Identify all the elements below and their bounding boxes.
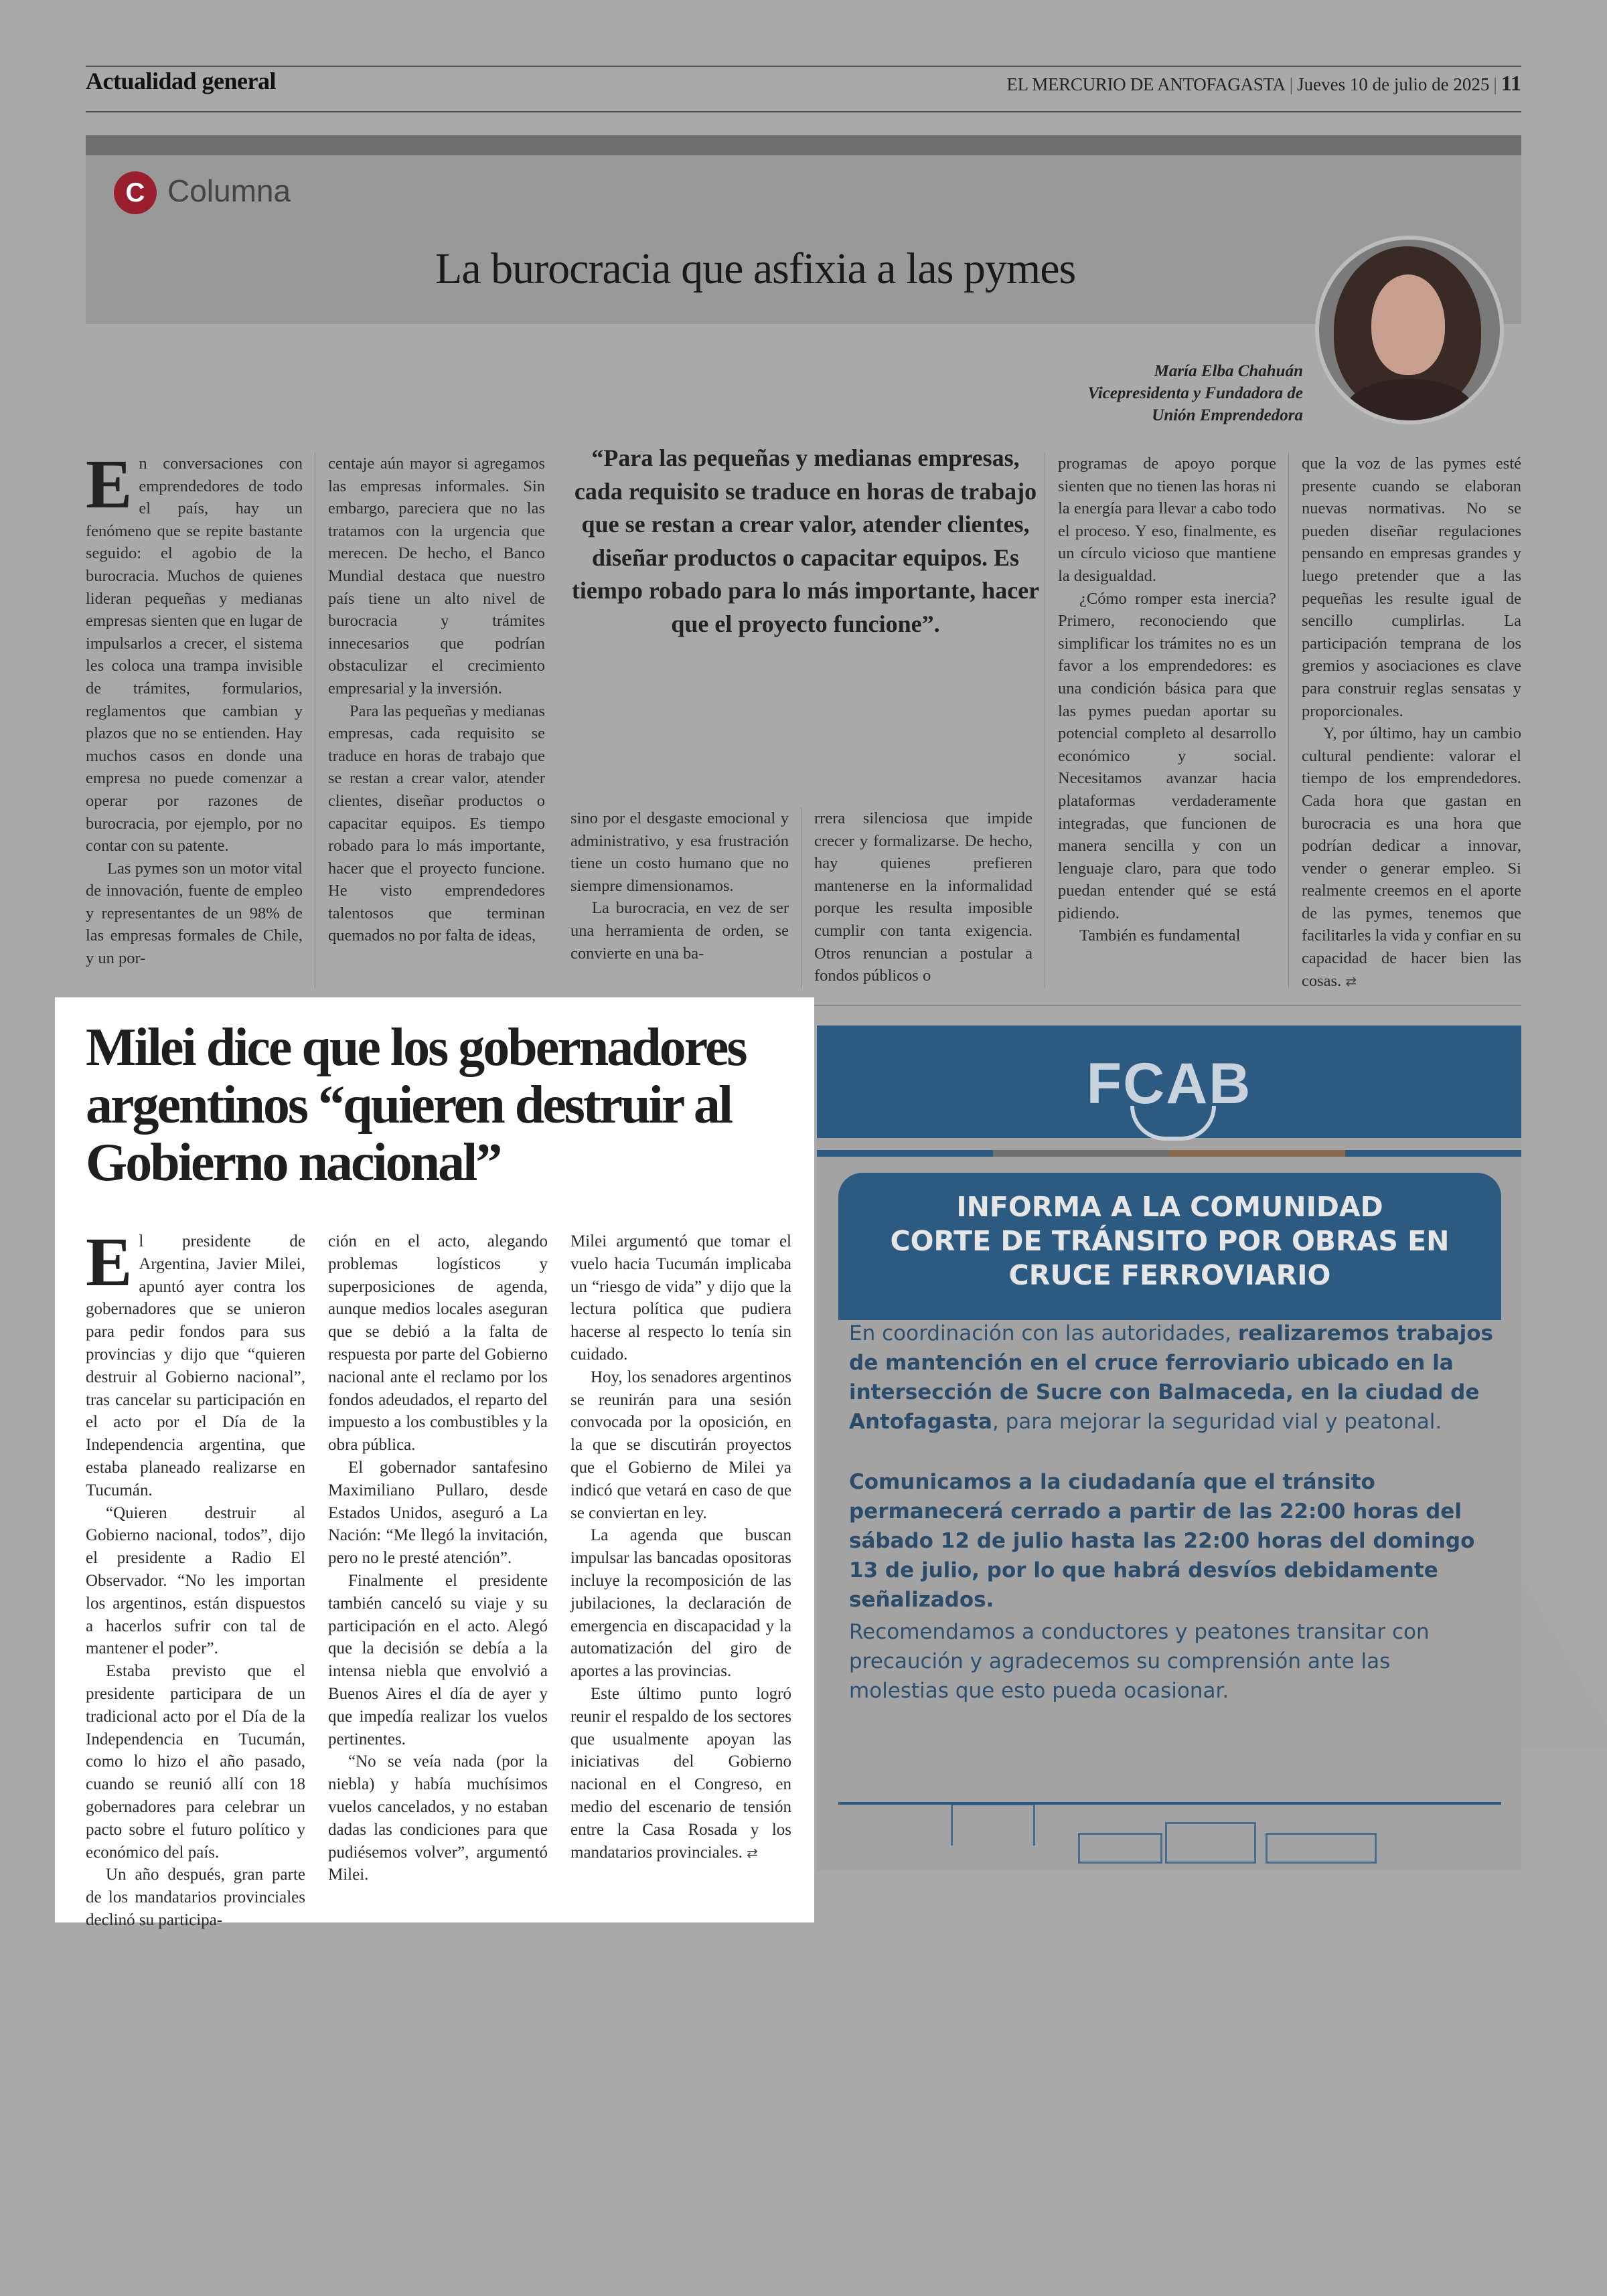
paragraph: Y, por último, hay un cambio cultural pendiente: valorar el tiempo de los emprendedores. Cada hora que gastan en burocracia es una hora que podrían dedicar a innovar, vender o generar empleo. Si realmente creemos en el aporte de las pymes, tenemos que facilitarles la vida y confiar en su capacidad de hacer bien las cosas. (1302, 724, 1521, 990)
author-photo-face (1371, 274, 1445, 375)
banner-top-bar (86, 135, 1521, 155)
paragraph: Estaba previsto que el presidente participara de un tradicional acto por el Día de la Independencia en Tucumán, como lo hizo el año pasado, cuando se reunió allí con 18 gobernadores para celebrar un pacto sobre el futuro político y económico del país. (86, 1662, 305, 1862)
ad-color-stripe (817, 1150, 1521, 1157)
paragraph: Milei argumentó que tomar el vuelo hacia Tucumán implicaba un “riesgo de vida” y dijo que la lectura política que pudiera hacerse al respecto lo tenía sin cuidado. (570, 1232, 791, 1364)
paragraph: La burocracia, en vez de ser una herramienta de orden, se convierte en una ba- (570, 899, 789, 963)
train-car-icon (1078, 1833, 1162, 1864)
paragraph: programas de apoyo porque sienten que no tienen las horas ni la energía para llevar a cabo todo el proceso. Y eso, finalmente, es un círculo vicioso que mantiene la desigualdad. (1058, 455, 1276, 585)
paragraph: ción en el acto, alegando problemas logísticos y superposiciones de agenda, aunque medios locales aseguran que se debió a la falta de respuesta por parte del Gobierno nacional ante el reclamo por los fondos adeudados, el reparto del impuesto a los combustibles y la obra pública. (328, 1232, 548, 1455)
train-car-icon (1266, 1833, 1377, 1864)
paragraph: sino por el desgaste emocional y administrativo, y esa frustración tiene un costo humano que no siempre dimensionamos. (570, 809, 789, 895)
paragraph: La agenda que buscan impulsar las bancadas opositoras incluye la recomposición de las jubilaciones, la declaración de emergencia en discapacidad y la automatización del giro de aportes a las provincias. (570, 1526, 791, 1681)
paragraph: ¿Cómo romper esta inercia? Primero, reconociendo que simplificar los trámites no es un favor a los emprendedores: es una condición básica para que las pymes puedan aportar su potencial completo al desarrollo económico y social. Necesitamos avanzar hacia plataformas verdaderamente integradas, que funcionen de manera sencilla y con un lenguaje claro, para que todo puedan entender qué se está pidiendo. (1058, 589, 1276, 922)
ad-headline (838, 1190, 1501, 1293)
page-number: 11 (1501, 71, 1521, 95)
paragraph: Este último punto logró reunir el respaldo de los sectores que usualmente apoyan las iniciativas del Gobierno nacional en el Congreso, en medio del escenario de tensión entre la Casa Rosada y los mandatarios provinciales. (570, 1684, 791, 1862)
column-text-col-3 (570, 807, 789, 965)
ad-headline-line-3: CRUCE FERROVIARIO (1008, 1259, 1331, 1291)
ad-baseline (838, 1802, 1501, 1805)
column-text-col-1 (86, 446, 303, 970)
ad-paragraph-3: Recomendamos a conductores y peatones transitar con precaución y agradecemos su comprensión ante las molestias que esto pueda ocasionar. (849, 1620, 1430, 1703)
column-label: Columna (167, 173, 291, 208)
paragraph: Un año después, gran parte de los mandatarios provinciales declinó su participa- (86, 1866, 305, 1929)
paragraph: Las pymes son un motor vital de innovación, fuente de empleo y representantes de un 98% de las empresas formales de Chile, y un por- (86, 859, 303, 968)
ad-text: , para mejorar la seguridad vial y peatonal. (992, 1410, 1442, 1434)
masthead-separator: | (1493, 74, 1497, 94)
paragraph: centaje aún mayor si agregamos las empresas informales. Sin embargo, pareciera que no las tratamos con la urgencia que merecen. De hecho, el Banco Mundial destaca que nuestro país tiene un alto nivel de burocracia y trámites innecesarios que podrían obstaculizar el crecimiento empresarial y la inversión. (328, 455, 545, 698)
paragraph: n conversaciones con emprendedores de todo el país, hay un fenómeno que se repite bastante seguido: el agobio de la burocracia. Muchos de quienes lideran pequeñas y medianas empresas sienten que en lugar de impulsarlos a crecer, el sistema les coloca una trampa invisible de trámites, formularios, reglamentos que cambian y plazos que no se entienden. Hay muchos casos en donde una empresa no puede comenzar a operar por razones de burocracia, por ejemplo, por no contar con su patente. (86, 455, 303, 855)
ad-text-bold: realizaremos trabajos de mantención en el cruce ferroviario ubicado en la intersección de Sucre con Balmaceda, en la ciudad de Antofagasta (849, 1321, 1493, 1434)
column-title: La burocracia que asfixia a las pymes (435, 244, 1076, 293)
fcab-logo: FCAB (1086, 1052, 1252, 1116)
station-roof-icon (951, 1803, 1035, 1846)
ad-paragraph-2 (849, 1467, 1493, 1615)
issue-date: Jueves 10 de julio de 2025 (1297, 74, 1490, 94)
paragraph: l presidente de Argentina, Javier Milei, apuntó ayer contra los gobernadores que se unieron para pedir fondos para sus provincias y dijo que “quieren destruir al Gobierno nacional”, tras cancelar su participación en el acto por el Día de la Independencia argentina, que estaba planeado realizarse en Tucumán. (86, 1232, 305, 1499)
paragraph: “No se veía nada (por la niebla) y había muchísimos vuelos cancelados, y no estaban dadas las condiciones para que pudiésemos volver”, argumentó Milei. (328, 1752, 548, 1884)
column-text-col-4 (814, 807, 1032, 987)
column-text-col-5 (1058, 453, 1276, 947)
author-role-line-2: Unión Emprendedora (1152, 406, 1303, 424)
paragraph: Finalmente el presidente también canceló su viaje y su participación en el acto. Alegó que la decisión se debía a la intensa niebla que envolvió a Buenos Aires el día de ayer y que impedía realizar los vuelos pertinentes. (328, 1571, 548, 1748)
paragraph: “Quieren destruir al Gobierno nacional, todos”, dijo el presidente a Radio El Observador. “No les importan los argentinos, están dispuestos a hacerlos sufrir con tal de mantener el poder”. (86, 1503, 305, 1658)
ad-headline-box (838, 1173, 1501, 1320)
milei-headline: Milei dice que los gobernadores argentinos “quieren destruir al Gobierno nacional” (86, 1018, 746, 1192)
drop-cap: E (86, 446, 133, 523)
end-mark-icon: ⇄ (747, 1844, 758, 1861)
paragraph: Hoy, los senadores argentinos se reunirán para una sesión convocada por la oposición, en la que se discutirán proyectos que el Gobierno de Milei ya indicó que vetará en caso de que se conviertan en ley. (570, 1368, 791, 1522)
column-banner (86, 155, 1521, 324)
author-byline (1087, 360, 1303, 426)
drop-cap: E (86, 1224, 133, 1301)
fcab-advertisement (817, 1026, 1521, 1870)
end-mark-icon: ⇄ (1345, 973, 1357, 989)
column-text-col-2 (328, 453, 545, 947)
milei-col-3 (570, 1230, 791, 1864)
column-rule (1288, 453, 1289, 988)
milei-col-2 (328, 1230, 548, 1886)
ad-headline-line-2: CORTE DE TRÁNSITO POR OBRAS EN (890, 1225, 1450, 1257)
ad-text-bold: Comunicamos a la ciudadanía que el tránsito permanecerá cerrado a partir de las 22:00 horas del sábado 12 de julio hasta las 22:00 horas del domingo 13 de julio, por lo que habrá desvíos debidamente señalizados. (849, 1470, 1475, 1612)
paragraph: También es fundamental (1079, 926, 1241, 945)
paper-name: EL MERCURIO DE ANTOFAGASTA (1006, 74, 1286, 94)
ad-paragraph-1 (849, 1319, 1493, 1437)
milei-col-1 (86, 1224, 305, 1932)
paragraph: Para las pequeñas y medianas empresas, cada requisito se traduce en horas de trabajo que se restan a crear valor, atender clientes, diseñar productos o capacitar equipos. Es tiempo robado para lo más importante, hacer que el proyecto funcione. He visto emprendedores talentosos que terminan quemados no por falta de ideas, (328, 702, 545, 945)
author-role-line-1: Vicepresidenta y Fundadora de (1087, 384, 1303, 402)
masthead-separator: | (1289, 74, 1294, 94)
paragraph: rrera silenciosa que impide crecer y formalizarse. De hecho, hay quienes prefieren mantenerse en la informalidad porque les resulta imposible cumplir con tanta exigencia. Otros renuncian a postular a fondos públicos o (814, 809, 1032, 985)
author-name: María Elba Chahuán (1154, 362, 1303, 380)
author-photo (1315, 236, 1504, 424)
ad-text: En coordinación con las autoridades, (849, 1321, 1238, 1345)
pull-quote: “Para las pequeñas y medianas empresas, cada requisito se traduce en horas de trabajo que se restan a crear valor, atender clientes, diseñar productos o capacitar equipos. Es tiempo robado para lo más importante, hacer que el proyecto funcione”. (571, 444, 1040, 637)
locomotive-icon (1165, 1822, 1256, 1864)
ad-headline-line-1: INFORMA A LA COMUNIDAD (956, 1191, 1383, 1223)
masthead (1006, 71, 1521, 96)
paragraph: que la voz de las pymes esté presente cuando se elaboran nuevas normativas. No se pueden diseñar regulaciones pensando en empresas grandes y luego pretender que a las pequeñas les resulte igual de sencillo cumplirlas. La participación temprana de los gremios y asociaciones es clave para construir reglas sensatas y proporcionales. (1302, 455, 1521, 720)
section-name: Actualidad general (86, 68, 276, 94)
header-rule-bottom (86, 111, 1521, 112)
column-badge-icon: C (114, 171, 157, 214)
column-text-col-6 (1302, 453, 1521, 993)
header-rule-top (86, 66, 1521, 67)
paragraph: El gobernador santafesino Maximiliano Pullaro, desde Estados Unidos, aseguró a La Nación: “Me llegó la invitación, pero no le presté atención”. (328, 1458, 548, 1568)
